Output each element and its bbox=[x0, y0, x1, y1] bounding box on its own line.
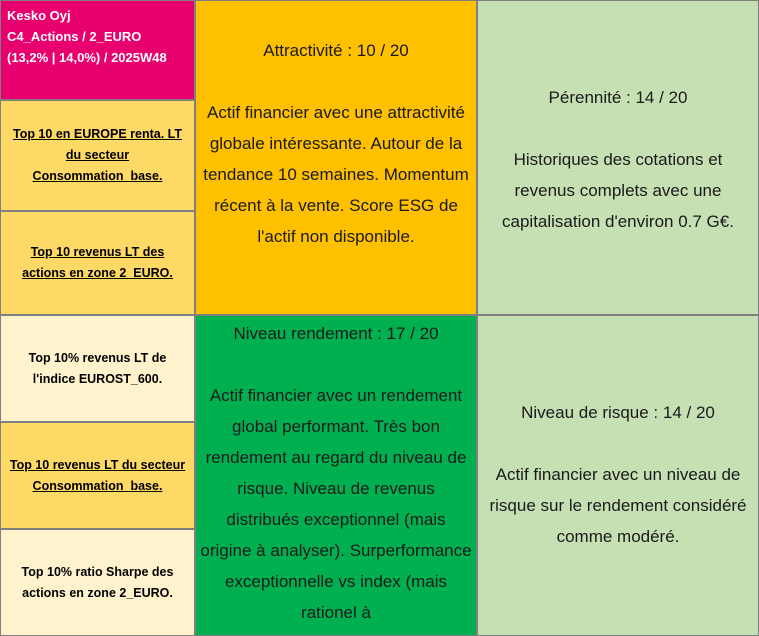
asset-performance: (13,2% | 14,0%) / 2025W48 bbox=[7, 50, 167, 65]
panel-rendement bbox=[195, 315, 477, 636]
asset-header bbox=[0, 0, 195, 100]
panel-perennite bbox=[477, 0, 759, 315]
panel-text: Actif financier avec un rendement global performant. Très bon rendement au regard du niveau de risque. Niveau de revenus distribués exceptionnel (mais origine à analyser). Surperformance exceptionnelle vs index (mais rationel à bbox=[200, 386, 472, 622]
panel-text: Actif financier avec un niveau de risque sur le rendement considéré comme modéré. bbox=[489, 465, 747, 546]
badge-top10pct-sharpe bbox=[0, 529, 195, 636]
badge-text: Top 10% ratio Sharpe des actions en zone 2_EURO. bbox=[21, 564, 174, 600]
panel-title: Pérennité : 14 / 20 bbox=[548, 88, 688, 107]
badge-top10-europe-sector bbox=[0, 100, 195, 211]
panel-text: Historiques des cotations et revenus complets avec une capitalisation d'environ 0.7 G€. bbox=[502, 150, 734, 231]
panel-risque bbox=[477, 315, 759, 636]
panel-title: Niveau de risque : 14 / 20 bbox=[521, 403, 715, 422]
panel-attractivite bbox=[195, 0, 477, 315]
badge-top10pct-eurostoxx bbox=[0, 315, 195, 422]
badge-top10-zone-euro bbox=[0, 211, 195, 315]
panel-title: Niveau rendement : 17 / 20 bbox=[233, 324, 439, 343]
asset-category: C4_Actions / 2_EURO bbox=[7, 29, 142, 44]
badge-text: Top 10 en EUROPE renta. LT du secteur Consommation_base. bbox=[12, 127, 182, 183]
panel-text: Actif financier avec une attractivité globale intéressante. Autour de la tendance 10 semaines. Momentum récent à la vente. Score ESG de l'actif non disponible. bbox=[203, 103, 469, 246]
badge-text: Top 10% revenus LT de l'indice EUROST_600. bbox=[28, 350, 167, 386]
badge-text: Top 10 revenus LT des actions en zone 2_EURO. bbox=[22, 245, 173, 280]
asset-name: Kesko Oyj bbox=[7, 8, 71, 23]
badge-top10-sector-revenue bbox=[0, 422, 195, 529]
badge-text: Top 10 revenus LT du secteur Consommation_base. bbox=[9, 457, 186, 493]
panel-title: Attractivité : 10 / 20 bbox=[263, 41, 409, 60]
